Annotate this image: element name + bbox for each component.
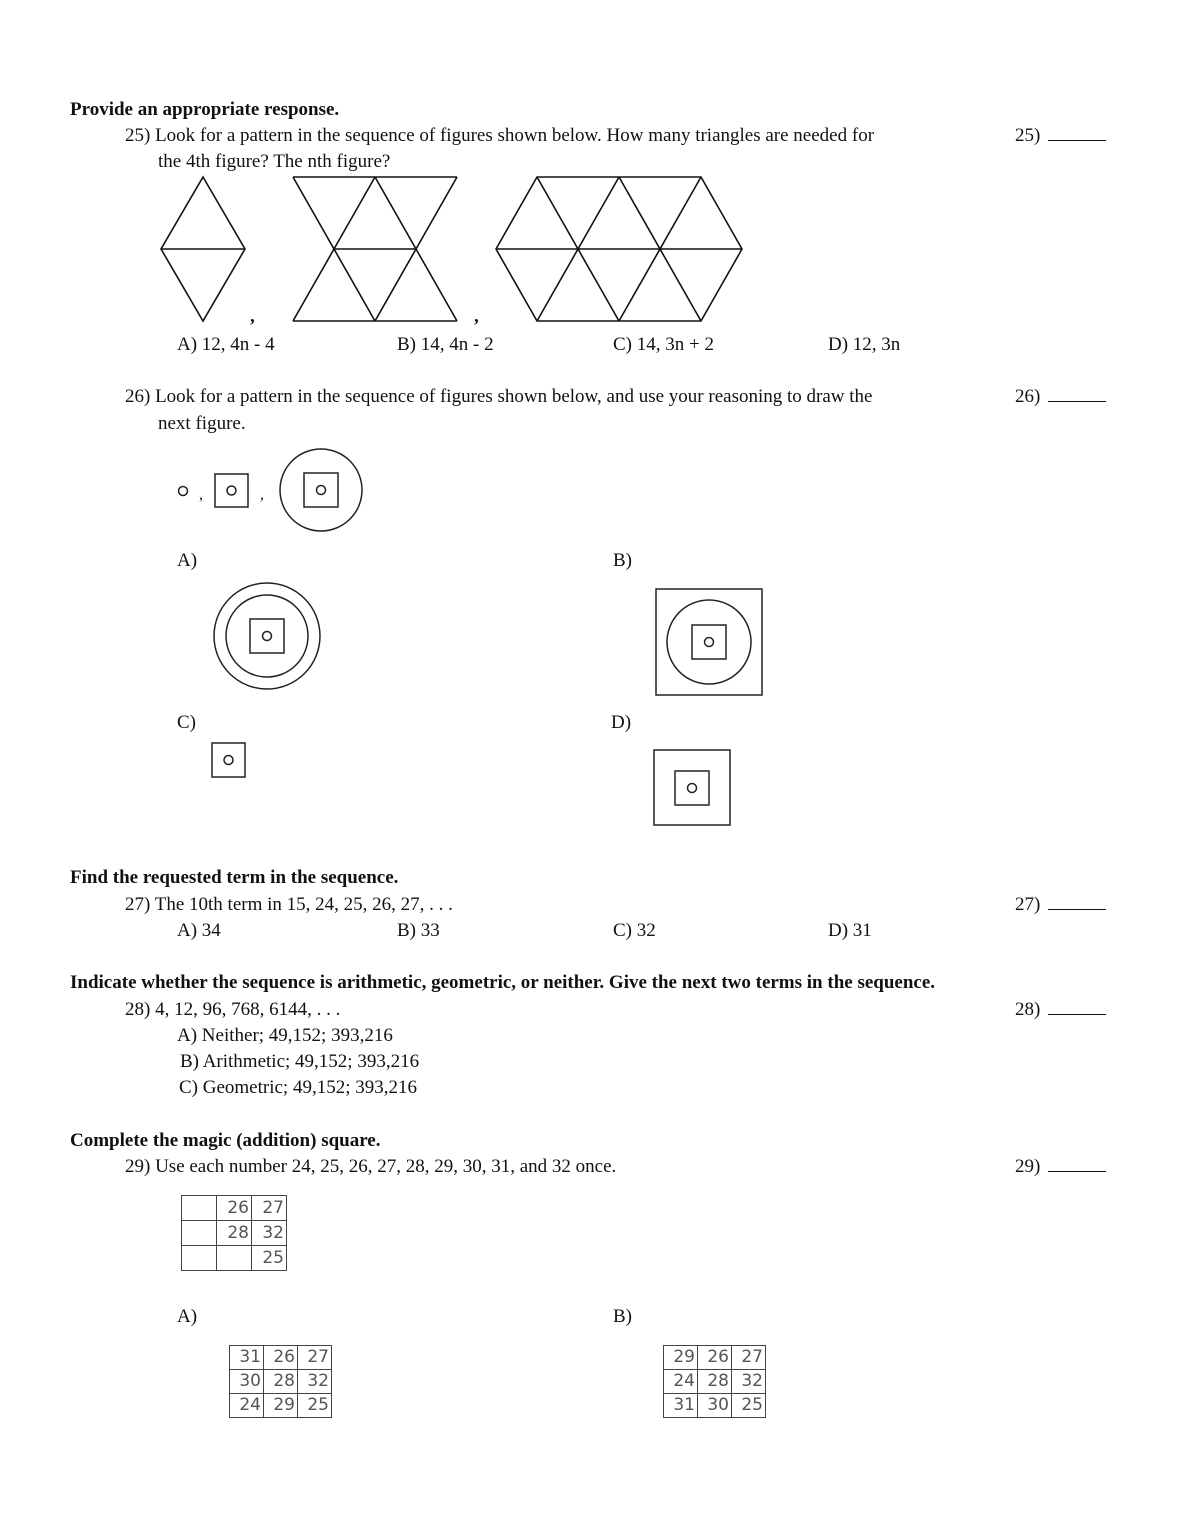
q29-choice-a[interactable]: A) (177, 1306, 198, 1327)
section-heading-3: Indicate whether the sequence is arithmetic, geometric, or neither. Give the next two terms in the sequence. (70, 972, 936, 993)
grid-cell: 28 (217, 1221, 252, 1246)
q29-choice-a-square (229, 1345, 332, 1418)
section-heading-1: Provide an appropriate response. (70, 99, 340, 120)
q28-answer-slot[interactable] (1015, 999, 1106, 1021)
q29-answer-blank[interactable] (1048, 1157, 1106, 1172)
grid-cell (182, 1221, 217, 1246)
q27-choice-c[interactable]: C) 32 (613, 920, 656, 941)
grid-cell: 26 (264, 1346, 298, 1370)
grid-cell: 27 (732, 1346, 766, 1370)
choice-b-figure (656, 589, 762, 695)
q26-choice-a[interactable]: A) (177, 550, 198, 571)
grid-cell: 29 (664, 1346, 698, 1370)
q26-text-line2: next figure. (158, 413, 246, 434)
q27-choice-a[interactable]: A) 34 (177, 920, 221, 941)
q27-choice-d[interactable]: D) 31 (828, 920, 872, 941)
grid-cell (182, 1196, 217, 1221)
q28-number: 28) (1015, 999, 1041, 1020)
q27-number: 27) (1015, 894, 1041, 915)
grid-cell: 26 (217, 1196, 252, 1221)
q26-text-line1: 26) Look for a pattern in the sequence of figures shown below, and use your reasoning to draw the (125, 386, 873, 407)
q29-choice-b[interactable]: B) (613, 1306, 632, 1327)
q26-choice-d[interactable]: D) (611, 712, 632, 733)
q25-choice-d[interactable]: D) 12, 3n (828, 334, 901, 355)
q29-magic-square (181, 1195, 287, 1271)
q26-number: 26) (1015, 386, 1041, 407)
q25-number: 25) (1015, 125, 1041, 146)
grid-cell: 32 (732, 1370, 766, 1394)
grid-cell: 25 (252, 1246, 287, 1271)
q27-answer-slot[interactable] (1015, 894, 1106, 916)
grid-cell: 25 (298, 1394, 332, 1418)
grid-cell: 24 (664, 1370, 698, 1394)
grid-cell: 30 (230, 1370, 264, 1394)
figure-separator: , (199, 486, 203, 503)
q28-choice-b[interactable]: B) Arithmetic; 49,152; 393,216 (180, 1051, 420, 1072)
section-heading-4: Complete the magic (addition) square. (70, 1130, 381, 1151)
q26-choice-c[interactable]: C) (177, 712, 196, 733)
q29-answer-slot[interactable] (1015, 1156, 1106, 1178)
q25-choice-c[interactable]: C) 14, 3n + 2 (613, 334, 714, 355)
q29-choice-b-square (663, 1345, 766, 1418)
q28-text: 28) 4, 12, 96, 768, 6144, . . . (125, 999, 341, 1020)
figure-separator: , (250, 306, 255, 327)
q25-text-line1: 25) Look for a pattern in the sequence of figures shown below. How many triangles are needed for (125, 125, 875, 146)
grid-cell (217, 1246, 252, 1271)
q28-choice-c[interactable]: C) Geometric; 49,152; 393,216 (179, 1077, 417, 1098)
q28-choice-a[interactable]: A) Neither; 49,152; 393,216 (177, 1025, 393, 1046)
choice-c-figure (212, 743, 245, 777)
q26-choice-b[interactable]: B) (613, 550, 632, 571)
figure-separator: , (260, 486, 264, 503)
grid-cell: 32 (298, 1370, 332, 1394)
q29-number: 29) (1015, 1156, 1041, 1177)
grid-cell: 27 (252, 1196, 287, 1221)
q25-choice-b[interactable]: B) 14, 4n - 2 (397, 334, 494, 355)
q27-choice-b[interactable]: B) 33 (397, 920, 440, 941)
choice-a-figure (214, 583, 320, 689)
q29-text: 29) Use each number 24, 25, 26, 27, 28, 29, 30, 31, and 32 once. (125, 1156, 617, 1177)
q27-answer-blank[interactable] (1048, 895, 1106, 910)
figure-separator: , (474, 306, 479, 327)
section-heading-2: Find the requested term in the sequence. (70, 867, 399, 888)
choice-d-figure (654, 750, 730, 825)
grid-cell: 31 (664, 1394, 698, 1418)
grid-cell: 27 (298, 1346, 332, 1370)
grid-cell: 30 (698, 1394, 732, 1418)
grid-cell: 25 (732, 1394, 766, 1418)
grid-cell: 31 (230, 1346, 264, 1370)
q27-text: 27) The 10th term in 15, 24, 25, 26, 27, . . . (125, 894, 453, 915)
grid-cell: 26 (698, 1346, 732, 1370)
q25-choice-a[interactable]: A) 12, 4n - 4 (177, 334, 275, 355)
q25-text-line2: the 4th figure? The nth figure? (158, 151, 391, 172)
grid-cell: 28 (264, 1370, 298, 1394)
grid-cell: 24 (230, 1394, 264, 1418)
grid-cell: 29 (264, 1394, 298, 1418)
q28-answer-blank[interactable] (1048, 1000, 1106, 1015)
grid-cell (182, 1246, 217, 1271)
grid-cell: 28 (698, 1370, 732, 1394)
grid-cell: 32 (252, 1221, 287, 1246)
